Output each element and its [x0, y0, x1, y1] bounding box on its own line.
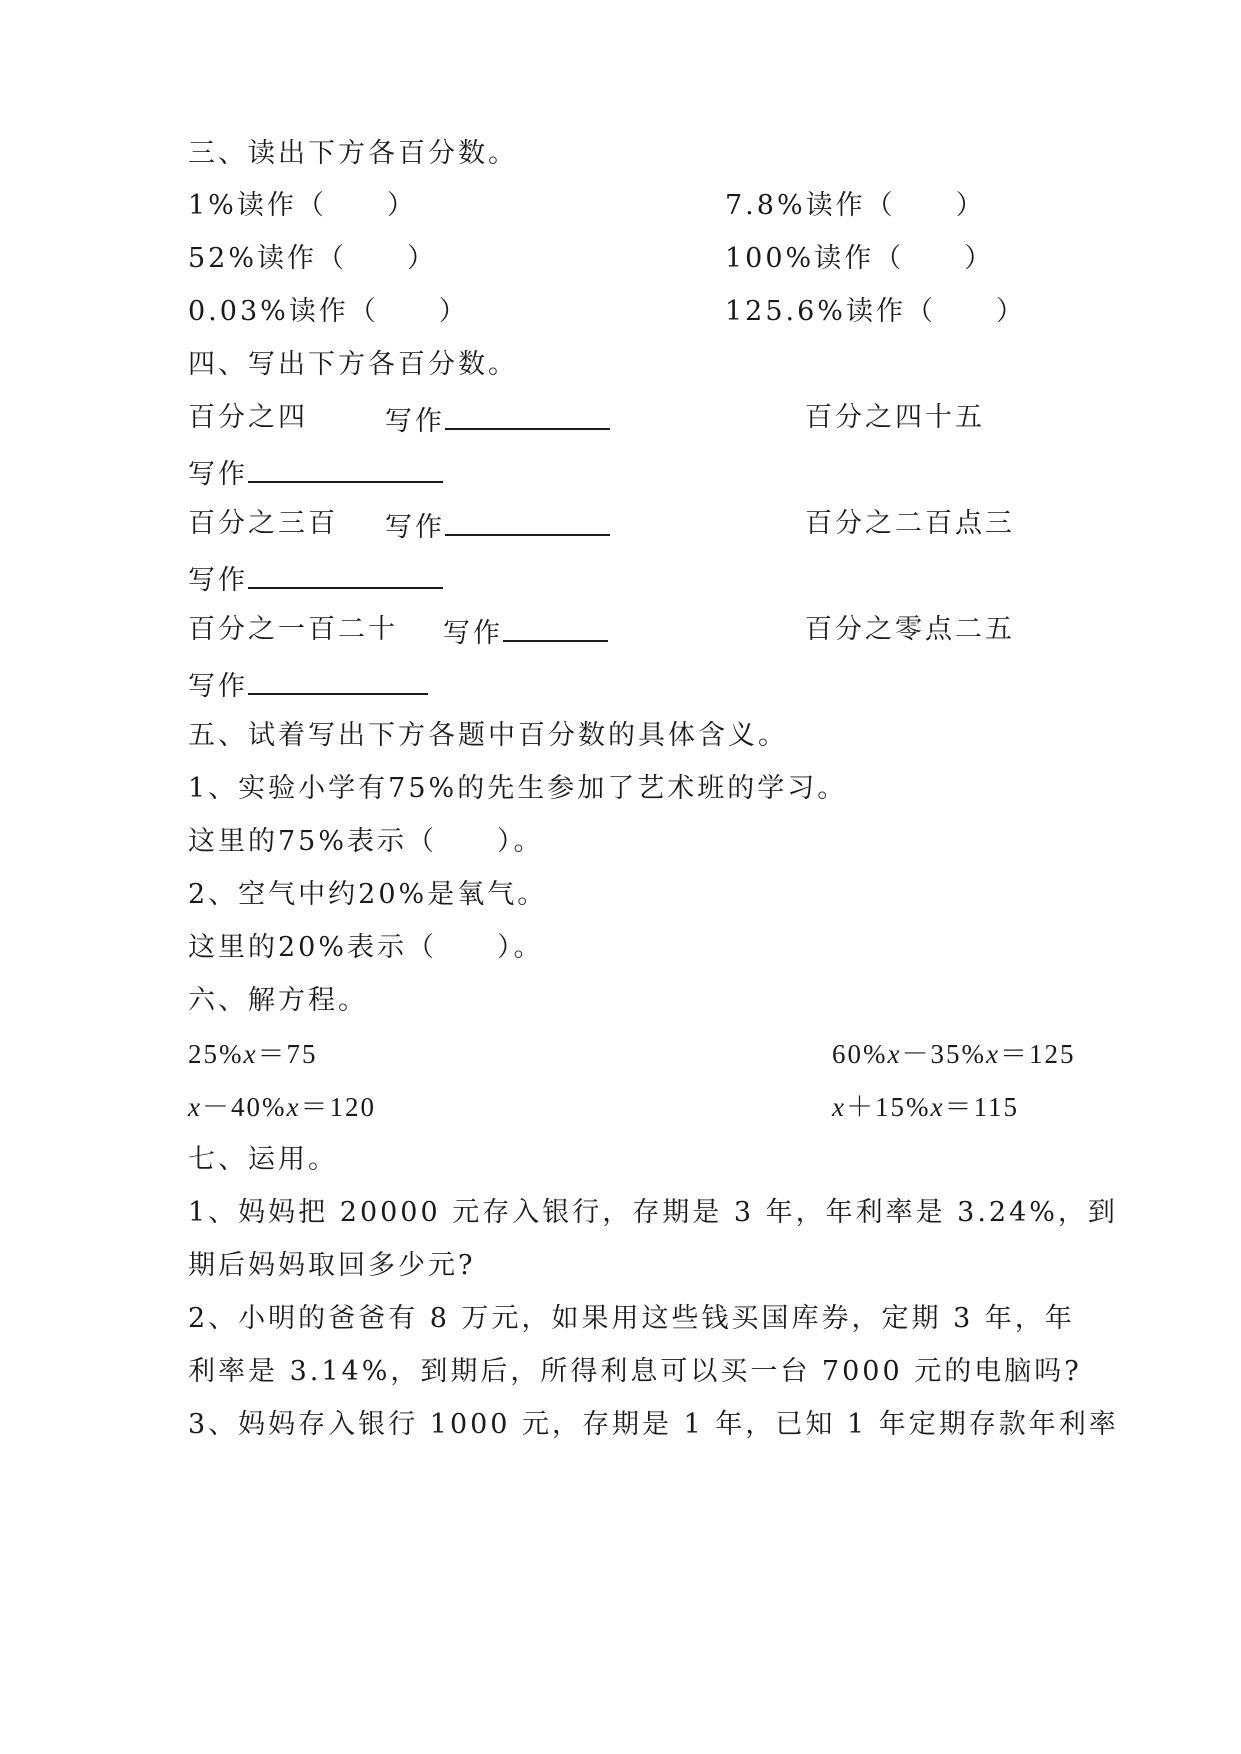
- section5-title: 五、试着写出下方各题中百分数的具体含义。: [188, 720, 788, 751]
- answer-blank-3[interactable]: [445, 508, 610, 536]
- read-item-4: 100%读作（ ）: [725, 243, 995, 274]
- write-label-2: 写作: [188, 455, 443, 491]
- write-item-6: 百分之零点二五: [805, 614, 1015, 645]
- equation-2: 60%x－35%x＝125: [832, 1039, 1076, 1069]
- equation-1: 25%x＝75: [188, 1039, 318, 1069]
- write-item-5: 百分之一百二十: [188, 614, 398, 645]
- section6-title: 六、解方程。: [188, 985, 368, 1016]
- meaning-answer-2: 这里的20%表示（ ）。: [188, 932, 544, 963]
- read-item-6: 125.6%读作（ ）: [725, 296, 1026, 327]
- meaning-question-2: 2、空气中约20%是氧气。: [188, 879, 548, 910]
- answer-blank-1[interactable]: [445, 402, 610, 430]
- meaning-answer-1: 这里的75%表示（ ）。: [188, 826, 544, 857]
- read-item-2: 7.8%读作（ ）: [725, 190, 986, 221]
- answer-blank-2[interactable]: [248, 455, 443, 483]
- section4-title: 四、写出下方各百分数。: [188, 349, 518, 380]
- equation-4: x＋15%x＝115: [832, 1092, 1019, 1122]
- read-item-1: 1%读作（ ）: [188, 190, 417, 221]
- answer-blank-6[interactable]: [248, 667, 428, 695]
- answer-blank-5[interactable]: [503, 614, 608, 642]
- write-item-1: 百分之四: [188, 402, 308, 433]
- application-line-2: 期后妈妈取回多少元?: [188, 1250, 476, 1281]
- write-item-2: 百分之四十五: [805, 402, 985, 433]
- application-line-1: 1、妈妈把 20000 元存入银行，存期是 3 年，年利率是 3.24%，到: [188, 1197, 1118, 1228]
- read-item-5: 0.03%读作（ ）: [188, 296, 469, 327]
- application-line-5: 3、妈妈存入银行 1000 元，存期是 1 年，已知 1 年定期存款年利率: [188, 1409, 1119, 1440]
- write-label-4: 写作: [188, 561, 443, 597]
- read-item-3: 52%读作（ ）: [188, 243, 438, 274]
- equation-3: x－40%x＝120: [188, 1092, 376, 1122]
- answer-blank-4[interactable]: [248, 561, 443, 589]
- write-label-5: 写作: [443, 614, 608, 650]
- section3-title: 三、读出下方各百分数。: [188, 138, 518, 169]
- meaning-question-1: 1、实验小学有75%的先生参加了艺术班的学习。: [188, 773, 848, 804]
- write-label-1: 写作: [385, 402, 610, 438]
- section7-title: 七、运用。: [188, 1144, 338, 1175]
- write-item-3: 百分之三百: [188, 508, 338, 539]
- write-item-4: 百分之二百点三: [805, 508, 1015, 539]
- application-line-4: 利率是 3.14%，到期后，所得利息可以买一台 7000 元的电脑吗?: [188, 1356, 1082, 1387]
- write-label-6: 写作: [188, 667, 428, 703]
- application-line-3: 2、小明的爸爸有 8 万元，如果用这些钱买国库券，定期 3 年，年: [188, 1303, 1075, 1334]
- write-label-3: 写作: [385, 508, 610, 544]
